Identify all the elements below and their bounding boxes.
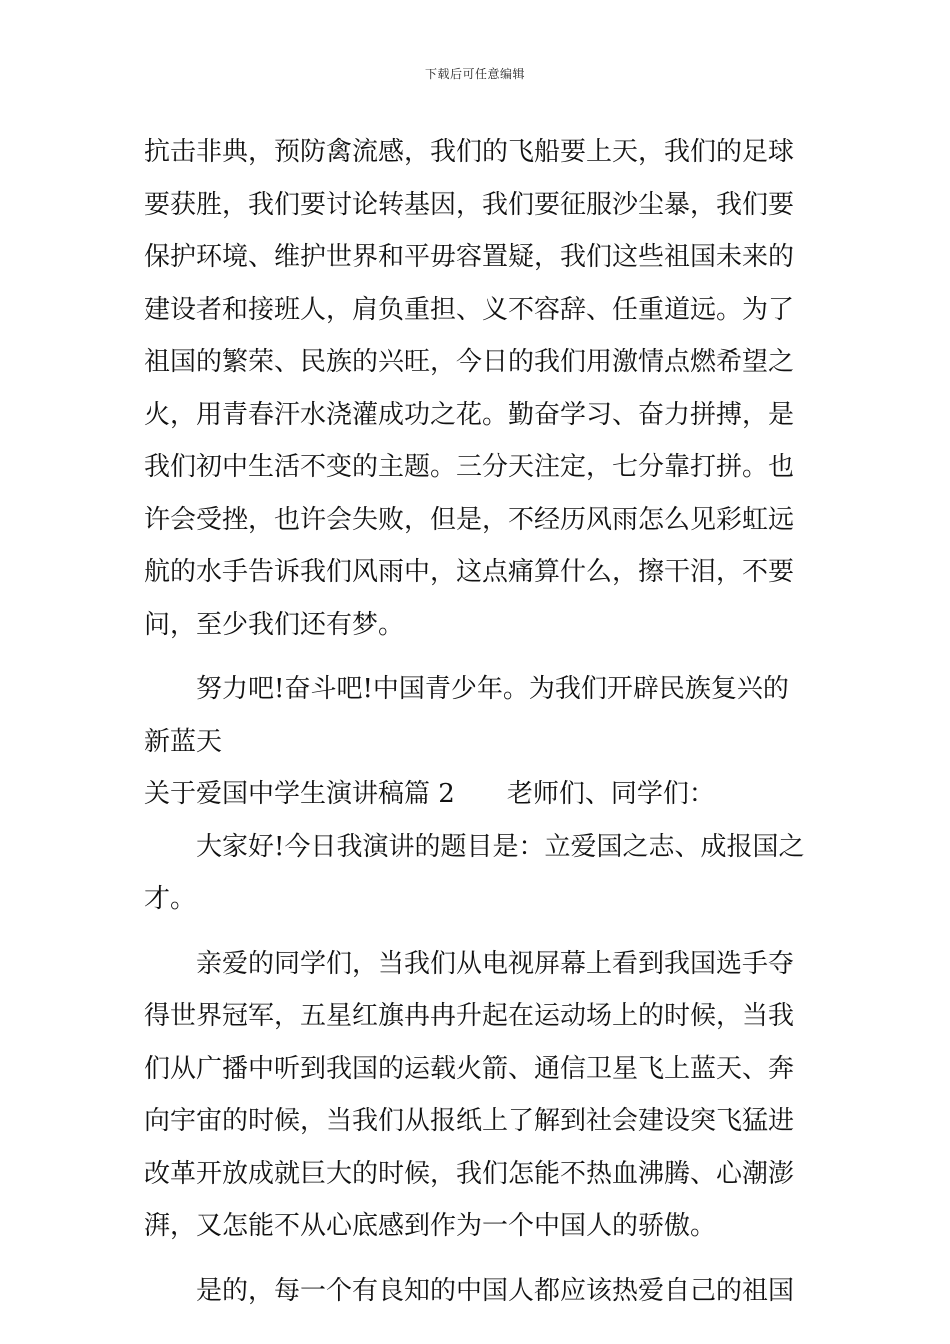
text-line: 保护环境、维护世界和平毋容置疑，我们这些祖国未来的 [144, 242, 795, 272]
page-header: 下载后可任意编辑 [424, 67, 525, 81]
text-line: 航的水手告诉我们风雨中，这点痛算什么，擦干泪，不要 [144, 557, 795, 587]
paragraph-1 [144, 126, 808, 651]
section-title: 关于爱国中学生演讲稿篇 2 [144, 779, 455, 809]
text-line: 大家好!今日我演讲的题目是：立爱国之志、成报国之 [196, 831, 805, 862]
text-line: 建设者和接班人，肩负重担、义不容辞、任重道远。为了 [144, 294, 795, 325]
section-heading [144, 768, 808, 821]
section-greeting: 老师们、同学们： [506, 779, 715, 809]
text-line: 得世界冠军，五星红旗冉冉升起在运动场上的时候，当我 [144, 1001, 795, 1031]
document-body [144, 126, 808, 1317]
paragraph-2 [144, 663, 808, 768]
text-line: 才。 [144, 884, 197, 914]
text-line: 火，用青春汗水浇灌成功之花。勤奋学习、奋力拼搏，是 [144, 399, 795, 430]
text-line: 问，至少我们还有梦。 [144, 609, 405, 640]
text-line: 要获胜，我们要讨论转基因，我们要征服沙尘暴，我们要 [144, 189, 795, 220]
text-line: 抗击非典，预防禽流感，我们的飞船要上天，我们的足球 [144, 137, 795, 167]
text-line: 们从广播中听到我国的运载火箭、通信卫星飞上蓝天、奔 [144, 1053, 795, 1084]
text-line: 改革开放成就巨大的时候，我们怎能不热血沸腾、心潮澎 [144, 1158, 795, 1189]
paragraph-5 [144, 1265, 808, 1318]
text-line: 许会受挫，也许会失败，但是，不经历风雨怎么见彩虹远 [144, 504, 795, 535]
text-line: 新蓝天 [144, 726, 223, 757]
text-line: 向宇宙的时候，当我们从报纸上了解到社会建设突飞猛进 [144, 1106, 795, 1136]
paragraph-4 [144, 938, 808, 1253]
text-line: 努力吧!奋斗吧!中国青少年。为我们开辟民族复兴的 [196, 674, 789, 704]
text-line: 亲爱的同学们，当我们从电视屏幕上看到我国选手夺 [196, 948, 795, 979]
paragraph-3 [144, 821, 808, 926]
text-line: 祖国的繁荣、民族的兴旺，今日的我们用激情点燃希望之 [144, 347, 795, 377]
text-line: 湃，又怎能不从心底感到作为一个中国人的骄傲。 [144, 1211, 717, 1241]
text-line: 是的，每一个有良知的中国人都应该热爱自己的祖国 [196, 1275, 795, 1306]
text-line: 我们初中生活不变的主题。三分天注定，七分靠打拼。也 [144, 452, 795, 482]
